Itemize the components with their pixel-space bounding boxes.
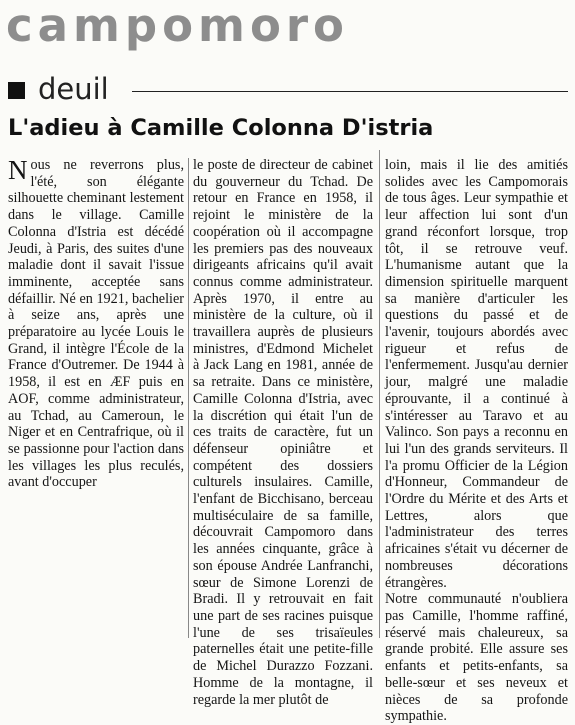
- column-3-paragraph-2: Notre communauté n'oubliera pas Camille, l'homme raffiné, réservé mais chaleureux, sa grande probité. Elle assure ses enfants et petits-enfants, sa belle-sœur et ses neveux et nièces de sa profonde sympathie.: [385, 591, 568, 725]
- column-2-text: le poste de directeur de cabinet du gouverneur du Tchad. De retour en France en 1958, il rejoint le ministère de la coopération où il accompagne les premiers pas des nouveaux dirigeants africains qu'il avait connus comme administrateur. Après 1970, il entre au ministère de la culture, où il travaillera auprès de plusieurs ministres, d'Edmond Michelet à Jack Lang en 1981, année de sa retraite. Dans ce ministère, Camille Colonna d'Istria, avec la discrétion qui était l'un de ces traits de caractère, fut un défenseur opiniâtre et compétent des dossiers culturels insulaires. Camille, l'enfant de Bicchisano, berceau multiséculaire de sa famille, découvrait Campomoro dans les années cinquante, grâce à son épouse Andrée Lanfranchi, sœur de Simone Lorenzi de Bradi. Il y retrouvait en fait une part de ses racines puisque l'une de ses trisaïeules paternelles était une petite-fille de Michel Durazzo Fozzani. Homme de la montagne, il regarde la mer plutôt de: [193, 157, 373, 708]
- article-paragraph-1: [8, 157, 184, 491]
- article-headline: L'adieu à Camille Colonna D'istria: [8, 115, 434, 141]
- column-divider-2: [379, 150, 380, 638]
- column-3-paragraph-1: loin, mais il lie des amitiés solides avec les Campomorais de tous âges. Leur sympathie et leur affection lui sont d'un grand réconfort lorsque, trop tôt, il se retrouve veuf. L'humanisme autant que la dimension spirituelle marquent sa manière d'articuler les questions du passé et de l'avenir, toujours abordés avec rigueur et refus de l'enfermement. Jusqu'au dernier jour, malgré une maladie éprouvante, il a continué à s'intéresser au Taravo et au Valinco. Son pays a reconnu en lui l'un des grands serviteurs. Il l'a promu Officier de la Légion d'Honneur, Commandeur de l'Ordre du Mérite et des Arts et Lettres, alors que l'administrateur des terres africaines s'était vu décerner de nombreuses décorations étrangères.: [385, 157, 568, 591]
- column-1-text: ous ne reverrons plus, l'été, son élégante silhouette cheminant lestement dans le village. Camille Colonna d'Istria est décédé Jeudi, à Paris, des suites d'une maladie dont il savait l'issue imminente, acceptée sans défaillir. Né en 1921, bachelier à seize ans, après une préparatoire au lycée Louis le Grand, il intègre l'École de la France d'Outremer. De 1944 à 1958, il est en ÆF puis en AOF, comme administrateur, au Tchad, au Cameroun, le Niger et en Centrafrique, où il se passionne pour l'action dans les villages les plus reculés, avant d'occuper: [8, 157, 184, 491]
- rubric-divider: [132, 91, 568, 92]
- article-column-1: [8, 157, 184, 491]
- masthead-title: campomoro: [6, 0, 349, 52]
- rubric-square-icon: [8, 82, 25, 99]
- rubric-label: deuil: [38, 72, 109, 106]
- article-column-3: [385, 157, 568, 725]
- article-column-2: [193, 157, 373, 708]
- drop-cap: N: [8, 155, 28, 185]
- column-divider-1: [188, 158, 189, 638]
